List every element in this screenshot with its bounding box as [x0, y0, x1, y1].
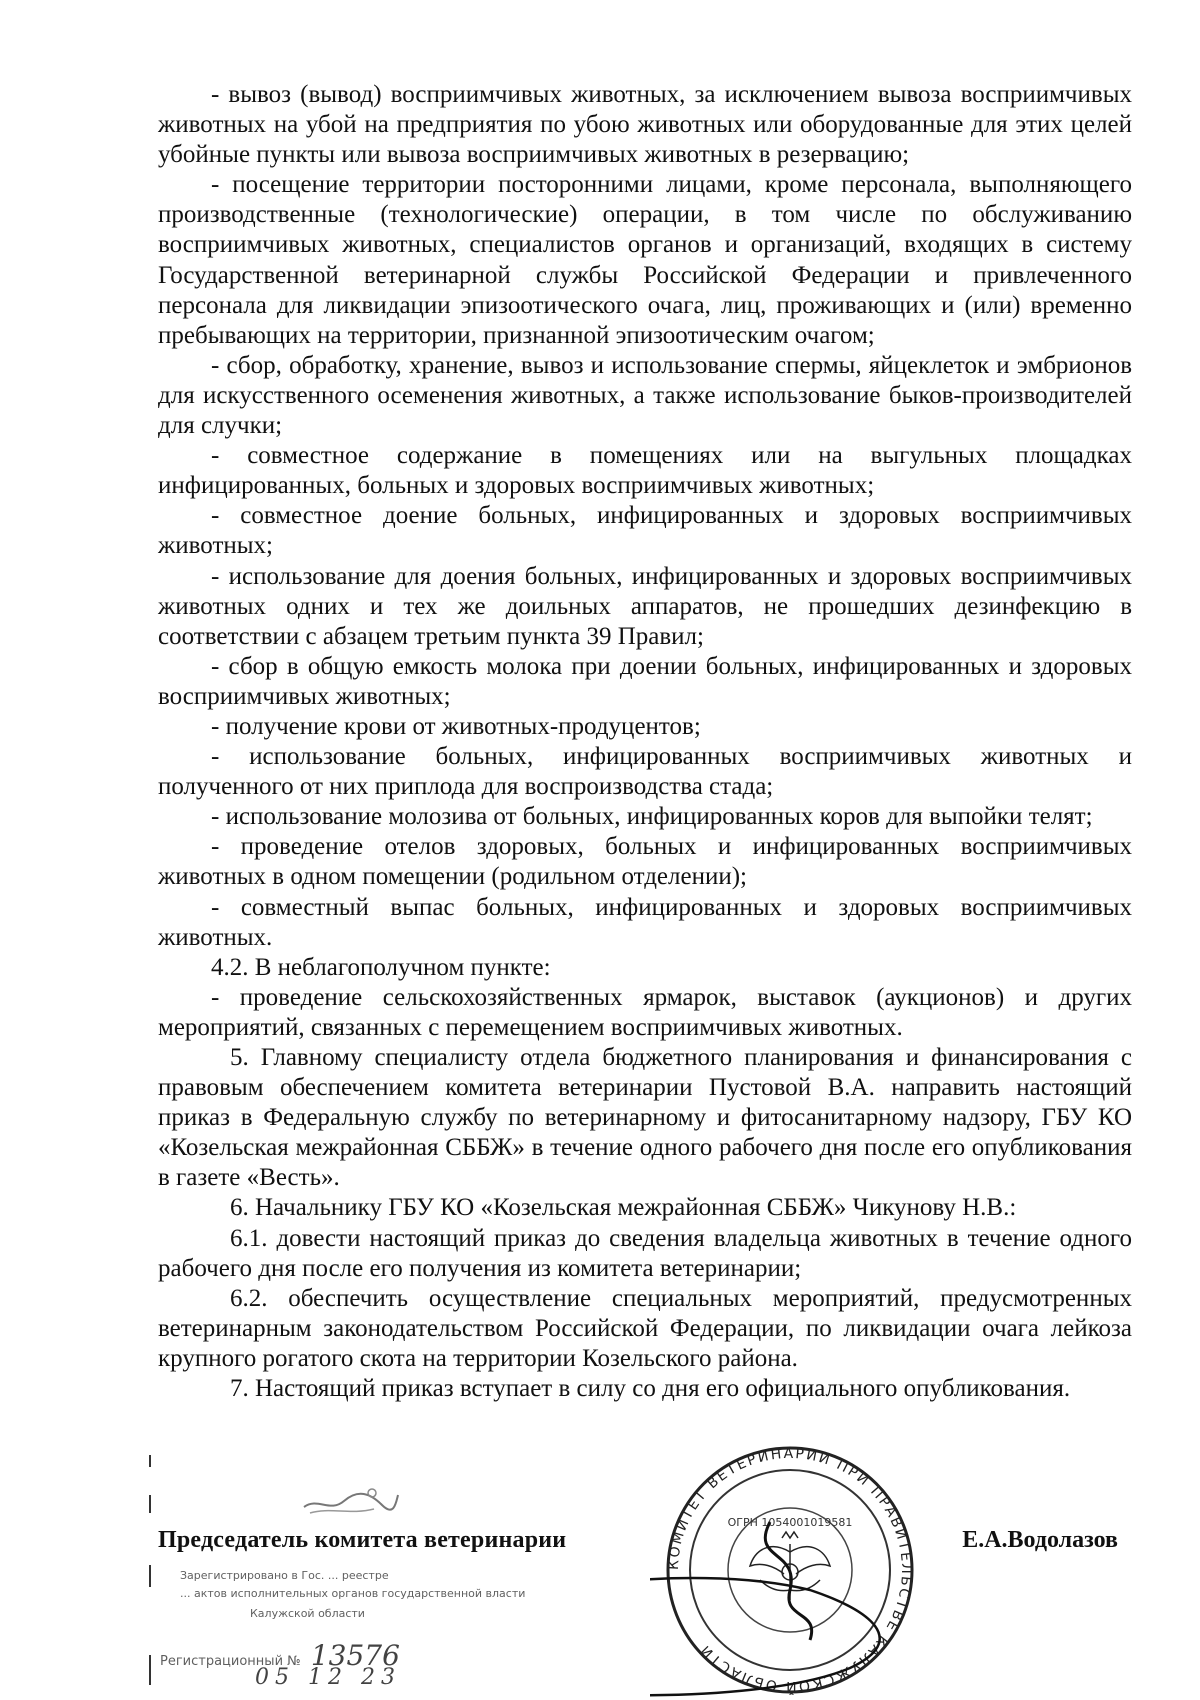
- signatory-name: Е.А.Водолазов: [962, 1527, 1118, 1553]
- section-5: 5. Главному специалисту отдела бюджетного планирования и финансирования с правовым обеспечением комитета ветеринарии Пустовой В.А. направить настоящий приказ в Федеральную службу по ветеринарному и фитосанитарному надзору, ГБУ КО «Козельская межрайонная СББЖ» в течение одного рабочего дня после его опубликования в газете «Весть».: [158, 1044, 1132, 1192]
- paragraph-fairs-ban: - проведение сельскохозяйственных ярмарок, выставок (аукционов) и других мероприятий, связанных с перемещением восприимчивых животных.: [158, 983, 1132, 1041]
- paragraph-joint-milking-ban: - совместное доение больных, инфицированных и здоровых восприимчивых животных;: [158, 502, 1132, 560]
- registration-number-label: Регистрационный №: [160, 1654, 301, 1669]
- signatory-position: Председатель комитета ветеринарии: [158, 1527, 567, 1553]
- section-6-2: 6.2. обеспечить осуществление специальных мероприятий, предусмотренных ветеринарным законодательством Российской Федерации, по ликвидации очага лейкоза крупного рогатого скота на территории Козельского района.: [158, 1284, 1132, 1372]
- registration-stamp: [160, 1567, 540, 1690]
- paragraph-blood-ban: - получение крови от животных-продуцентов;: [211, 712, 701, 740]
- signature-stroke: [765, 1522, 811, 1640]
- section-4-2-heading: 4.2. В неблагополучном пункте:: [211, 953, 551, 981]
- signature-block: [158, 1527, 1118, 1567]
- seal-inner-text: ОГРН 1054001019581: [727, 1516, 853, 1529]
- document-body: [158, 80, 1132, 1404]
- registration-number: 13576: [310, 1639, 400, 1672]
- scan-margin-marks: [148, 1455, 154, 1695]
- paragraph-visitors-ban: - посещение территории посторонними лицами, кроме персонала, выполняющего производственные (технологические) операции, в том числе по обслуживанию восприимчивых животных, специалистов органов и организаций, входящих в систему Государственной ветеринарной службы Российской Федерации и привлеченного персонала для ликвидации эпизоотического очага, лиц, проживающих и (или) временно пребывающих на территории, признанной эпизоотическим очагом;: [158, 171, 1132, 349]
- paragraph-milking-equipment-ban: - использование для доения больных, инфицированных и здоровых восприимчивых животных одних и тех же доильных аппаратов, не прошедших дезинфекцию в соответствии с абзацем третьим пункта 39 Правил;: [158, 562, 1132, 650]
- registration-line-3: Калужской области: [250, 1607, 365, 1620]
- paragraph-grazing-ban: - совместный выпас больных, инфицированных и здоровых восприимчивых животных.: [158, 893, 1132, 951]
- section-6-1: 6.1. довести настоящий приказ до сведения владельца животных в течение одного рабочего дня после его получения из комитета ветеринарии;: [158, 1224, 1132, 1282]
- paragraph-calving-ban: - проведение отелов здоровых, больных и инфицированных восприимчивых животных в одном помещении (родильном отделении);: [158, 833, 1132, 891]
- paragraph-joint-keeping-ban: - совместное содержание в помещениях или на выгульных площадках инфицированных, больных и здоровых восприимчивых животных;: [158, 442, 1132, 500]
- registration-date: 05 12 23: [255, 1665, 401, 1690]
- faint-stamp-mark: [300, 1483, 400, 1517]
- official-seal: [650, 1440, 930, 1700]
- registration-line-2: ... актов исполнительных органов государственной власти: [180, 1587, 526, 1600]
- paragraph-colostrum-ban: - использование молозива от больных, инфицированных коров для выпойки телят;: [211, 803, 1093, 831]
- registration-line-1: Зарегистрировано в Гос. ... реестре: [180, 1569, 389, 1582]
- section-6: 6. Начальнику ГБУ КО «Козельская межрайонная СББЖ» Чикунову Н.В.:: [230, 1194, 1017, 1222]
- section-7: 7. Настоящий приказ вступает в силу со дня его официального опубликования.: [230, 1375, 1071, 1403]
- seal-ring-text: КОМИТЕТ ВЕТЕРИНАРИИ ПРИ ПРАВИТЕЛЬСТВЕ КАЛУЖСКОЙ ОБЛАСТИ: [665, 1445, 915, 1695]
- paragraph-sperm-ban: - сбор, обработку, хранение, вывоз и использование спермы, яйцеклеток и эмбрионов для искусственного осеменения животных, а также использование быков-производителей для случки;: [158, 351, 1132, 440]
- paragraph-milk-collection-ban: - сбор в общую емкость молока при доении больных, инфицированных и здоровых восприимчивых животных;: [158, 652, 1132, 710]
- paragraph-reproduction-ban: - использование больных, инфицированных восприимчивых животных и полученного от них приплода для воспроизводства стада;: [158, 743, 1132, 801]
- paragraph-export-ban: - вывоз (вывод) восприимчивых животных, за исключением вывоза восприимчивых животных на убой на предприятия по убою животных или оборудованные для этих целей убойные пункты или вывоза восприимчивых животных в резервацию;: [158, 81, 1132, 169]
